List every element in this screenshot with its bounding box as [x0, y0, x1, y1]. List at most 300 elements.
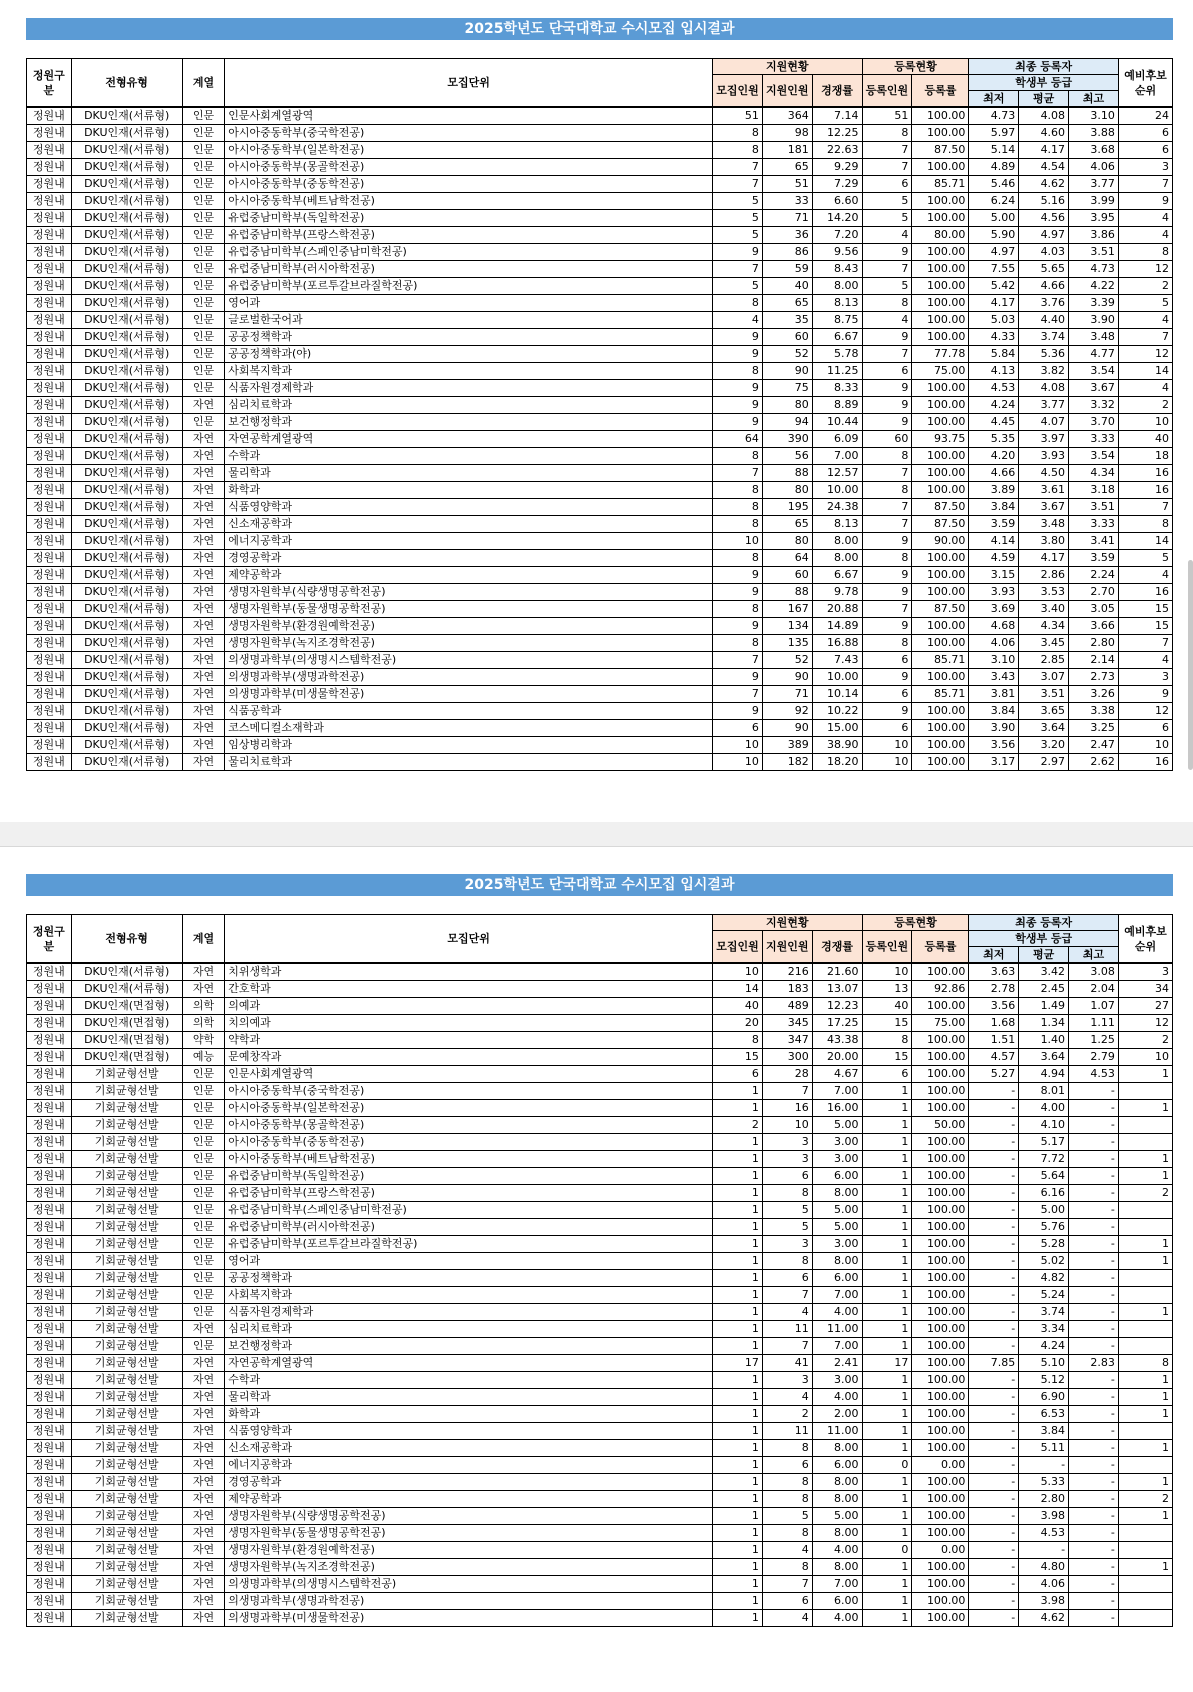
- cell-max: -: [1069, 1321, 1119, 1338]
- cell-reg-count: 1: [862, 1474, 912, 1491]
- cell-quota: 1: [713, 1253, 763, 1270]
- cell-applicants: 56: [762, 448, 812, 465]
- cell-ratio: 8.75: [812, 312, 862, 329]
- cell-min: 4.45: [969, 414, 1019, 431]
- cell-reg-rate: 100.00: [912, 1253, 969, 1270]
- cell-min: -: [969, 1151, 1019, 1168]
- cell-reg-count: 1: [862, 1559, 912, 1576]
- cell-ratio: 8.00: [812, 1474, 862, 1491]
- table-row: [27, 1134, 1173, 1151]
- cell-avg: 1.40: [1019, 1032, 1069, 1049]
- cell-quota: 1: [713, 1508, 763, 1525]
- cell-reg-rate: 100.00: [912, 329, 969, 346]
- cell-min: 5.90: [969, 227, 1019, 244]
- cell-reserve: 5: [1118, 295, 1172, 312]
- cell-quota: 1: [713, 1151, 763, 1168]
- cell-gubun: 정원내: [27, 1338, 72, 1355]
- cell-reg-rate: 100.00: [912, 210, 969, 227]
- cell-min: 3.93: [969, 584, 1019, 601]
- cell-reg-rate: 100.00: [912, 380, 969, 397]
- cell-reg-count: 7: [862, 261, 912, 278]
- cell-unit: 공공정책학과: [225, 329, 713, 346]
- cell-series: 자연: [182, 1321, 225, 1338]
- cell-reg-rate: 100.00: [912, 1083, 969, 1100]
- cell-reg-count: 1: [862, 1321, 912, 1338]
- cell-applicants: 52: [762, 346, 812, 363]
- cell-unit: 약학과: [225, 1032, 713, 1049]
- cell-applicants: 92: [762, 703, 812, 720]
- cell-series: 자연: [182, 601, 225, 618]
- cell-reg-count: 9: [862, 380, 912, 397]
- cell-min: -: [969, 1219, 1019, 1236]
- cell-avg: -: [1019, 1457, 1069, 1474]
- cell-reg-rate: 100.00: [912, 397, 969, 414]
- header-reserve: 예비후보순위: [1118, 915, 1172, 964]
- cell-reg-count: 1: [862, 1134, 912, 1151]
- cell-quota: 7: [713, 686, 763, 703]
- cell-min: 3.59: [969, 516, 1019, 533]
- cell-type: DKU인재(서류형): [71, 601, 182, 618]
- cell-reg-count: 9: [862, 414, 912, 431]
- cell-reg-count: 7: [862, 346, 912, 363]
- cell-max: -: [1069, 1525, 1119, 1542]
- table-row: [27, 618, 1173, 635]
- cell-reg-count: 8: [862, 125, 912, 142]
- cell-unit: 의생명과학부(미생물학전공): [225, 1610, 713, 1627]
- cell-reg-rate: 100.00: [912, 193, 969, 210]
- table-row: [27, 754, 1173, 771]
- cell-unit: 생명자원학부(환경원예학전공): [225, 618, 713, 635]
- cell-reserve: 6: [1118, 125, 1172, 142]
- cell-avg: 2.45: [1019, 981, 1069, 998]
- cell-avg: 3.74: [1019, 329, 1069, 346]
- cell-reg-count: 8: [862, 448, 912, 465]
- cell-quota: 2: [713, 1117, 763, 1134]
- cell-reg-rate: 100.00: [912, 1134, 969, 1151]
- cell-series: 인문: [182, 1304, 225, 1321]
- cell-applicants: 8: [762, 1474, 812, 1491]
- cell-min: 4.68: [969, 618, 1019, 635]
- cell-reg-rate: 100.00: [912, 754, 969, 771]
- cell-gubun: 정원내: [27, 1389, 72, 1406]
- table-row: [27, 1253, 1173, 1270]
- cell-avg: 3.93: [1019, 448, 1069, 465]
- cell-series: 자연: [182, 1610, 225, 1627]
- cell-avg: 5.12: [1019, 1372, 1069, 1389]
- cell-reserve: 16: [1118, 482, 1172, 499]
- cell-ratio: 8.00: [812, 533, 862, 550]
- cell-ratio: 7.00: [812, 448, 862, 465]
- cell-type: DKU인재(면접형): [71, 998, 182, 1015]
- cell-max: 3.26: [1069, 686, 1119, 703]
- cell-unit: 생명자원학부(환경원예학전공): [225, 1542, 713, 1559]
- cell-unit: 사회복지학과: [225, 1287, 713, 1304]
- cell-avg: 3.97: [1019, 431, 1069, 448]
- cell-type: 기회균형선발: [71, 1372, 182, 1389]
- cell-avg: 4.62: [1019, 1610, 1069, 1627]
- cell-reserve: [1118, 1117, 1172, 1134]
- cell-reserve: 1: [1118, 1236, 1172, 1253]
- cell-type: DKU인재(서류형): [71, 261, 182, 278]
- cell-series: 자연: [182, 618, 225, 635]
- cell-quota: 1: [713, 1423, 763, 1440]
- cell-series: 자연: [182, 1559, 225, 1576]
- cell-ratio: 3.00: [812, 1151, 862, 1168]
- cell-ratio: 8.00: [812, 1185, 862, 1202]
- cell-min: 5.14: [969, 142, 1019, 159]
- cell-min: 4.13: [969, 363, 1019, 380]
- cell-unit: 유럽중남미학부(러시아학전공): [225, 1219, 713, 1236]
- cell-series: 자연: [182, 652, 225, 669]
- cell-reserve: 7: [1118, 176, 1172, 193]
- cell-reg-rate: 100.00: [912, 1236, 969, 1253]
- cell-applicants: 167: [762, 601, 812, 618]
- header-applicants: 지원인원: [762, 75, 812, 108]
- cell-reg-rate: 100.00: [912, 1593, 969, 1610]
- cell-reg-count: 1: [862, 1525, 912, 1542]
- cell-ratio: 11.00: [812, 1321, 862, 1338]
- cell-min: 4.57: [969, 1049, 1019, 1066]
- cell-max: 3.51: [1069, 499, 1119, 516]
- header-apply: 지원현황: [713, 59, 862, 75]
- cell-reserve: 4: [1118, 567, 1172, 584]
- cell-gubun: 정원내: [27, 1287, 72, 1304]
- table-row: [27, 1372, 1173, 1389]
- cell-unit: 자연공학계열광역: [225, 431, 713, 448]
- cell-quota: 6: [713, 1066, 763, 1083]
- table-row: [27, 635, 1173, 652]
- cell-reg-rate: 77.78: [912, 346, 969, 363]
- cell-unit: 생명자원학부(동물생명공학전공): [225, 1525, 713, 1542]
- cell-reg-count: 51: [862, 107, 912, 125]
- cell-type: 기회균형선발: [71, 1134, 182, 1151]
- cell-reserve: 5: [1118, 550, 1172, 567]
- cell-applicants: 6: [762, 1168, 812, 1185]
- cell-series: 인문: [182, 295, 225, 312]
- cell-reg-rate: 75.00: [912, 363, 969, 380]
- cell-reg-rate: 92.86: [912, 981, 969, 998]
- cell-series: 인문: [182, 244, 225, 261]
- cell-series: 인문: [182, 363, 225, 380]
- cell-reserve: 40: [1118, 431, 1172, 448]
- cell-applicants: 86: [762, 244, 812, 261]
- cell-gubun: 정원내: [27, 278, 72, 295]
- cell-avg: 3.65: [1019, 703, 1069, 720]
- cell-gubun: 정원내: [27, 516, 72, 533]
- scrollbar[interactable]: [1188, 560, 1193, 770]
- cell-unit: 물리학과: [225, 1389, 713, 1406]
- cell-type: 기회균형선발: [71, 1287, 182, 1304]
- cell-quota: 1: [713, 1474, 763, 1491]
- header-gubun: 정원구분: [27, 915, 72, 964]
- cell-quota: 7: [713, 465, 763, 482]
- cell-quota: 14: [713, 981, 763, 998]
- cell-applicants: 60: [762, 329, 812, 346]
- cell-reserve: [1118, 1338, 1172, 1355]
- cell-gubun: 정원내: [27, 1236, 72, 1253]
- cell-min: 6.24: [969, 193, 1019, 210]
- cell-type: 기회균형선발: [71, 1559, 182, 1576]
- cell-avg: 1.49: [1019, 998, 1069, 1015]
- cell-applicants: 65: [762, 295, 812, 312]
- cell-type: 기회균형선발: [71, 1610, 182, 1627]
- cell-reg-rate: 87.50: [912, 601, 969, 618]
- cell-ratio: 15.00: [812, 720, 862, 737]
- cell-avg: 3.64: [1019, 720, 1069, 737]
- cell-applicants: 64: [762, 550, 812, 567]
- header-grade: 학생부 등급: [969, 75, 1118, 91]
- cell-reg-count: 1: [862, 1219, 912, 1236]
- cell-min: 3.17: [969, 754, 1019, 771]
- cell-reserve: [1118, 1423, 1172, 1440]
- cell-reg-rate: 87.50: [912, 499, 969, 516]
- cell-reg-rate: 100.00: [912, 1525, 969, 1542]
- table-row: [27, 1508, 1173, 1525]
- cell-type: DKU인재(서류형): [71, 329, 182, 346]
- cell-reg-rate: 100.00: [912, 720, 969, 737]
- cell-quota: 9: [713, 346, 763, 363]
- cell-reg-rate: 100.00: [912, 107, 969, 125]
- cell-max: -: [1069, 1202, 1119, 1219]
- cell-series: 자연: [182, 584, 225, 601]
- cell-reg-rate: 100.00: [912, 635, 969, 652]
- cell-series: 자연: [182, 1508, 225, 1525]
- cell-gubun: 정원내: [27, 635, 72, 652]
- cell-reg-count: 1: [862, 1100, 912, 1117]
- results-table-2-body: [27, 963, 1173, 1627]
- cell-type: 기회균형선발: [71, 1236, 182, 1253]
- cell-ratio: 10.22: [812, 703, 862, 720]
- header-max: 최고: [1069, 947, 1119, 964]
- cell-max: -: [1069, 1491, 1119, 1508]
- cell-gubun: 정원내: [27, 1593, 72, 1610]
- cell-series: 의학: [182, 998, 225, 1015]
- cell-reserve: [1118, 1593, 1172, 1610]
- cell-quota: 5: [713, 210, 763, 227]
- cell-max: 4.73: [1069, 261, 1119, 278]
- cell-unit: 식품영양학과: [225, 499, 713, 516]
- cell-series: 인문: [182, 1100, 225, 1117]
- cell-reserve: 4: [1118, 380, 1172, 397]
- cell-ratio: 8.00: [812, 1525, 862, 1542]
- cell-series: 자연: [182, 703, 225, 720]
- table-row: [27, 1440, 1173, 1457]
- cell-min: -: [969, 1117, 1019, 1134]
- cell-reg-rate: 100.00: [912, 1049, 969, 1066]
- cell-min: 1.51: [969, 1032, 1019, 1049]
- cell-ratio: 10.00: [812, 669, 862, 686]
- cell-ratio: 7.00: [812, 1576, 862, 1593]
- cell-reg-count: 1: [862, 1389, 912, 1406]
- cell-max: 4.06: [1069, 159, 1119, 176]
- cell-min: -: [969, 1083, 1019, 1100]
- cell-min: 4.73: [969, 107, 1019, 125]
- cell-ratio: 5.00: [812, 1117, 862, 1134]
- table-row: [27, 193, 1173, 210]
- cell-reserve: 6: [1118, 720, 1172, 737]
- cell-type: 기회균형선발: [71, 1338, 182, 1355]
- cell-reserve: [1118, 1083, 1172, 1100]
- cell-reserve: 7: [1118, 329, 1172, 346]
- header-type: 전형유형: [71, 915, 182, 964]
- cell-max: -: [1069, 1083, 1119, 1100]
- cell-gubun: 정원내: [27, 482, 72, 499]
- cell-quota: 8: [713, 125, 763, 142]
- cell-reserve: 16: [1118, 465, 1172, 482]
- cell-reserve: 34: [1118, 981, 1172, 998]
- cell-ratio: 21.60: [812, 963, 862, 981]
- cell-applicants: 88: [762, 465, 812, 482]
- cell-type: 기회균형선발: [71, 1355, 182, 1372]
- cell-reserve: 1: [1118, 1066, 1172, 1083]
- table-row: [27, 1321, 1173, 1338]
- cell-type: 기회균형선발: [71, 1389, 182, 1406]
- table-row: [27, 516, 1173, 533]
- cell-avg: 5.65: [1019, 261, 1069, 278]
- cell-type: DKU인재(서류형): [71, 346, 182, 363]
- cell-reserve: 8: [1118, 516, 1172, 533]
- cell-reg-count: 0: [862, 1542, 912, 1559]
- header-gubun: 정원구분: [27, 59, 72, 108]
- cell-avg: 4.07: [1019, 414, 1069, 431]
- table-row: [27, 1304, 1173, 1321]
- table-row: [27, 981, 1173, 998]
- cell-quota: 8: [713, 448, 763, 465]
- cell-reg-rate: 100.00: [912, 1355, 969, 1372]
- cell-max: -: [1069, 1559, 1119, 1576]
- cell-gubun: 정원내: [27, 261, 72, 278]
- cell-unit: 글로벌한국어과: [225, 312, 713, 329]
- cell-reg-count: 4: [862, 227, 912, 244]
- cell-gubun: 정원내: [27, 981, 72, 998]
- cell-max: 1.25: [1069, 1032, 1119, 1049]
- cell-gubun: 정원내: [27, 1168, 72, 1185]
- cell-reserve: 8: [1118, 244, 1172, 261]
- cell-avg: 5.00: [1019, 1202, 1069, 1219]
- cell-unit: 생명자원학부(동물생명공학전공): [225, 601, 713, 618]
- table-row: [27, 1270, 1173, 1287]
- cell-avg: 5.17: [1019, 1134, 1069, 1151]
- cell-reg-count: 6: [862, 1066, 912, 1083]
- cell-series: 자연: [182, 1457, 225, 1474]
- cell-type: DKU인재(서류형): [71, 533, 182, 550]
- cell-unit: 보건행정학과: [225, 414, 713, 431]
- cell-max: -: [1069, 1270, 1119, 1287]
- cell-unit: 아시아중동학부(중국학전공): [225, 1083, 713, 1100]
- cell-applicants: 390: [762, 431, 812, 448]
- cell-avg: 5.11: [1019, 1440, 1069, 1457]
- table-row: [27, 1117, 1173, 1134]
- cell-min: 4.14: [969, 533, 1019, 550]
- cell-reg-rate: 90.00: [912, 533, 969, 550]
- cell-reg-count: 0: [862, 1457, 912, 1474]
- cell-unit: 아시아중동학부(중국학전공): [225, 125, 713, 142]
- cell-reg-rate: 100.00: [912, 1185, 969, 1202]
- cell-gubun: 정원내: [27, 159, 72, 176]
- cell-reserve: [1118, 1321, 1172, 1338]
- cell-quota: 1: [713, 1525, 763, 1542]
- cell-reserve: 24: [1118, 107, 1172, 125]
- cell-quota: 20: [713, 1015, 763, 1032]
- cell-reg-rate: 100.00: [912, 1338, 969, 1355]
- cell-ratio: 3.00: [812, 1134, 862, 1151]
- cell-max: -: [1069, 1406, 1119, 1423]
- cell-avg: 5.76: [1019, 1219, 1069, 1236]
- cell-gubun: 정원내: [27, 1559, 72, 1576]
- cell-avg: 4.00: [1019, 1100, 1069, 1117]
- cell-reserve: 1: [1118, 1100, 1172, 1117]
- cell-type: DKU인재(서류형): [71, 278, 182, 295]
- cell-series: 자연: [182, 635, 225, 652]
- cell-type: 기회균형선발: [71, 1593, 182, 1610]
- cell-avg: 4.97: [1019, 227, 1069, 244]
- cell-quota: 1: [713, 1372, 763, 1389]
- cell-reg-rate: 100.00: [912, 1423, 969, 1440]
- cell-unit: 물리학과: [225, 465, 713, 482]
- cell-unit: 인문사회계열광역: [225, 107, 713, 125]
- cell-series: 자연: [182, 669, 225, 686]
- cell-gubun: 정원내: [27, 1423, 72, 1440]
- table-row: [27, 1049, 1173, 1066]
- cell-applicants: 216: [762, 963, 812, 981]
- cell-reserve: 1: [1118, 1440, 1172, 1457]
- cell-reg-rate: 100.00: [912, 295, 969, 312]
- cell-gubun: 정원내: [27, 414, 72, 431]
- cell-series: 인문: [182, 1219, 225, 1236]
- cell-quota: 1: [713, 1457, 763, 1474]
- cell-reg-rate: 0.00: [912, 1542, 969, 1559]
- cell-reserve: [1118, 1287, 1172, 1304]
- cell-series: 자연: [182, 533, 225, 550]
- cell-reserve: [1118, 1270, 1172, 1287]
- cell-quota: 7: [713, 159, 763, 176]
- cell-reserve: 14: [1118, 533, 1172, 550]
- cell-gubun: 정원내: [27, 1474, 72, 1491]
- cell-min: 3.63: [969, 963, 1019, 981]
- cell-reg-count: 1: [862, 1185, 912, 1202]
- cell-ratio: 8.33: [812, 380, 862, 397]
- cell-applicants: 4: [762, 1542, 812, 1559]
- cell-unit: 아시아중동학부(몽골학전공): [225, 159, 713, 176]
- cell-series: 자연: [182, 1474, 225, 1491]
- header-avg: 평균: [1019, 91, 1069, 108]
- cell-reserve: 7: [1118, 499, 1172, 516]
- cell-applicants: 195: [762, 499, 812, 516]
- cell-min: -: [969, 1610, 1019, 1627]
- cell-type: DKU인재(서류형): [71, 193, 182, 210]
- cell-min: -: [969, 1270, 1019, 1287]
- cell-quota: 9: [713, 380, 763, 397]
- cell-reg-rate: 100.00: [912, 584, 969, 601]
- cell-type: 기회균형선발: [71, 1253, 182, 1270]
- cell-quota: 17: [713, 1355, 763, 1372]
- cell-applicants: 60: [762, 567, 812, 584]
- cell-gubun: 정원내: [27, 998, 72, 1015]
- table-row: [27, 499, 1173, 516]
- cell-unit: 아시아중동학부(중동학전공): [225, 1134, 713, 1151]
- page-separator-line: [0, 846, 1193, 847]
- cell-reserve: 2: [1118, 397, 1172, 414]
- cell-reserve: 1: [1118, 1389, 1172, 1406]
- cell-avg: 3.51: [1019, 686, 1069, 703]
- cell-reg-rate: 100.00: [912, 1474, 969, 1491]
- cell-applicants: 7: [762, 1576, 812, 1593]
- cell-min: -: [969, 1474, 1019, 1491]
- cell-ratio: 9.29: [812, 159, 862, 176]
- cell-unit: 생명자원학부(식량생명공학전공): [225, 1508, 713, 1525]
- cell-unit: 생명자원학부(녹지조경학전공): [225, 1559, 713, 1576]
- cell-max: 3.54: [1069, 363, 1119, 380]
